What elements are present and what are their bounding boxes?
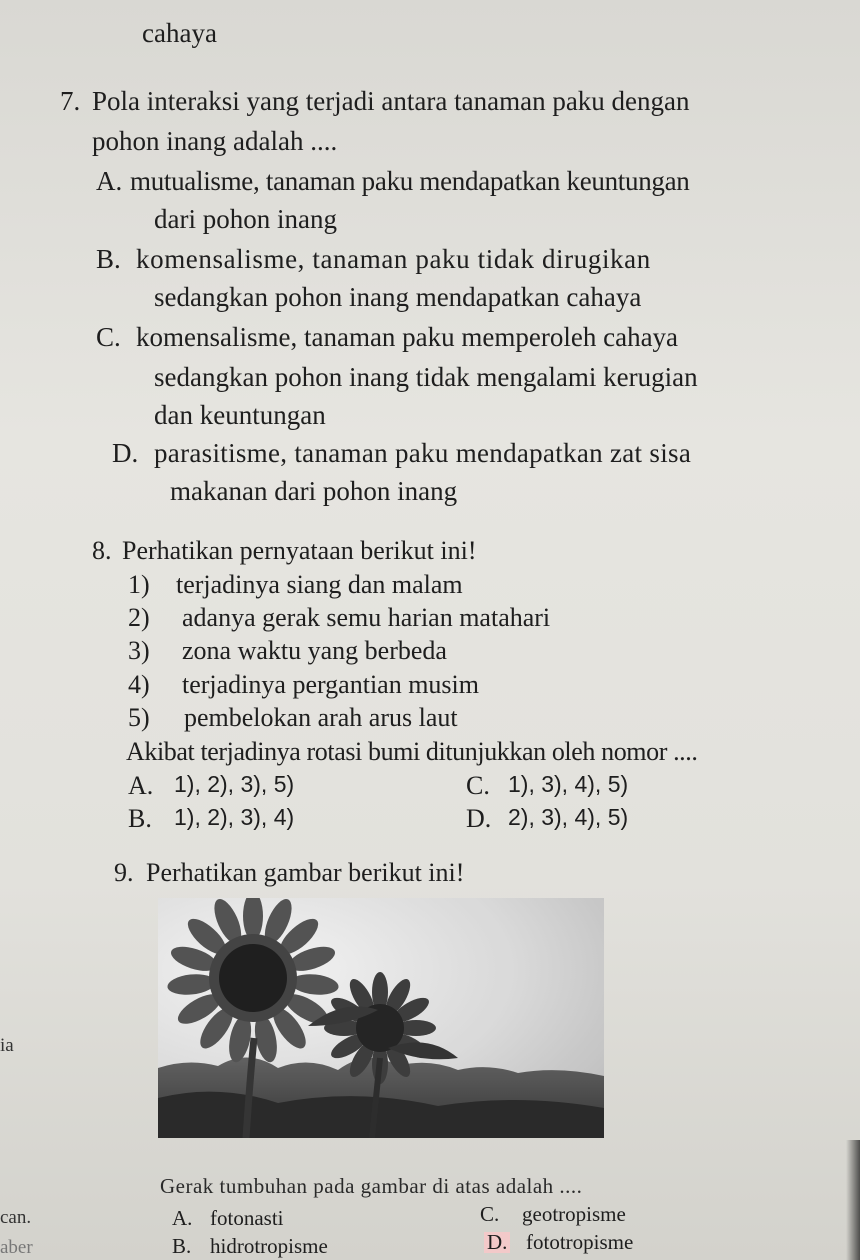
q9-option-b-text: hidrotropisme xyxy=(210,1234,328,1258)
q8-statement-2-text: adanya gerak semu harian matahari xyxy=(182,603,551,632)
q8-statement-3-text: zona waktu yang berbeda xyxy=(182,636,447,665)
fragment-top: cahaya xyxy=(142,18,217,48)
q8-option-d-letter: D. xyxy=(466,804,492,833)
q9-number: 9. xyxy=(114,858,134,887)
q9-option-a-text: fotonasti xyxy=(210,1206,284,1230)
sunflower-photo xyxy=(158,898,604,1138)
q8-statement-3-number: 3) xyxy=(128,636,150,665)
q7-option-b-line1: komensalisme, tanaman paku tidak dirugikan xyxy=(136,244,651,274)
q8-option-d-text: 2), 3), 4), 5) xyxy=(508,804,629,830)
q7-option-a-line1: mutualisme, tanaman paku mendapatkan keuntungan xyxy=(130,166,690,196)
q7-stem-line1: Pola interaksi yang terjadi antara tanaman paku dengan xyxy=(92,86,690,116)
q7-option-b-letter: B. xyxy=(96,244,121,274)
q7-option-c-line3: dan keuntungan xyxy=(154,400,326,430)
q8-option-b-text: 1), 2), 3), 4) xyxy=(174,804,295,830)
q7-option-b-line2: sedangkan pohon inang mendapatkan cahaya xyxy=(154,282,642,312)
margin-fragment-can: can. xyxy=(0,1207,32,1228)
q8-statement-1-number: 1) xyxy=(128,570,150,599)
margin-fragment-ia: ia xyxy=(0,1035,14,1056)
q9-option-a-letter: A. xyxy=(172,1206,193,1230)
q8-statement-1-text: terjadinya siang dan malam xyxy=(176,570,463,599)
q7-option-c-line2: sedangkan pohon inang tidak mengalami kerugian xyxy=(154,362,698,392)
q7-option-d-letter: D. xyxy=(112,438,139,468)
q9-option-d-letter: D. xyxy=(484,1232,510,1253)
q9-question: Gerak tumbuhan pada gambar di atas adalah .... xyxy=(160,1174,583,1198)
q9-option-c-text: geotropisme xyxy=(522,1202,626,1226)
margin-fragment-aber: aber xyxy=(0,1237,33,1258)
q7-option-d-line2: makanan dari pohon inang xyxy=(170,476,458,506)
q7-stem-line2: pohon inang adalah .... xyxy=(92,126,338,156)
q8-number: 8. xyxy=(92,536,112,565)
q8-option-b-letter: B. xyxy=(128,804,152,833)
q7-number: 7. xyxy=(60,86,81,116)
screen-edge-shadow xyxy=(846,1140,860,1260)
q9-stem: Perhatikan gambar berikut ini! xyxy=(146,858,465,887)
q9-option-b-letter: B. xyxy=(172,1234,192,1258)
q8-statement-4-text: terjadinya pergantian musim xyxy=(182,670,479,699)
q9-option-c-letter: C. xyxy=(480,1202,500,1226)
q9-option-d-text: fototropisme xyxy=(526,1230,634,1254)
q7-option-a-letter: A. xyxy=(96,166,123,196)
q7-option-a-line2: dari pohon inang xyxy=(154,204,337,234)
q8-statement-5-text: pembelokan arah arus laut xyxy=(184,703,458,732)
q8-statement-4-number: 4) xyxy=(128,670,150,699)
q7-option-d-line1: parasitisme, tanaman paku mendapatkan zat sisa xyxy=(154,438,692,468)
q8-question: Akibat terjadinya rotasi bumi ditunjukkan oleh nomor .... xyxy=(126,737,698,766)
q8-option-a-letter: A. xyxy=(128,771,154,800)
q8-option-c-text: 1), 3), 4), 5) xyxy=(508,771,629,797)
q8-statement-5-number: 5) xyxy=(128,703,150,732)
q7-option-c-line1: komensalisme, tanaman paku memperoleh cahaya xyxy=(136,322,679,352)
q7-option-c-letter: C. xyxy=(96,322,121,352)
q8-stem: Perhatikan pernyataan berikut ini! xyxy=(122,536,477,565)
q8-option-c-letter: C. xyxy=(466,771,490,800)
q8-statement-2-number: 2) xyxy=(128,603,150,632)
q8-option-a-text: 1), 2), 3), 5) xyxy=(174,771,295,797)
